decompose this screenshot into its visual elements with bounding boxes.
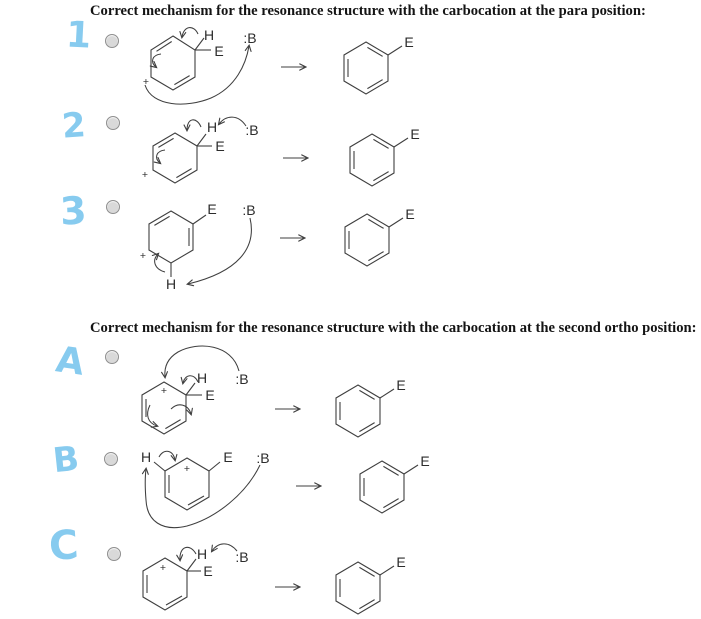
h-label: H bbox=[140, 449, 152, 465]
e-label: E bbox=[205, 387, 215, 403]
e-label: E bbox=[214, 43, 224, 59]
product-e-label: E bbox=[405, 206, 415, 222]
c-h-bond bbox=[187, 559, 196, 571]
curved-arrow-ring-icon bbox=[153, 54, 161, 67]
option-label-3: 3 bbox=[58, 188, 88, 234]
double-bond-inner bbox=[158, 138, 173, 147]
plus-charge: + bbox=[142, 76, 150, 88]
h-label: H bbox=[206, 119, 218, 135]
question-1-title: Correct mechanism for the resonance structure with the carbocation at the para position: bbox=[90, 3, 646, 19]
e-label: E bbox=[207, 201, 217, 217]
curved-arrow-base-to-h-icon bbox=[188, 218, 251, 284]
curved-arrow-ring-icon bbox=[157, 150, 165, 163]
plus-charge: + bbox=[139, 250, 147, 262]
c-h-bond bbox=[195, 38, 204, 50]
plus-charge: + bbox=[160, 385, 168, 397]
cyclohexadiene-ring bbox=[153, 133, 197, 183]
option-1-mechanism bbox=[143, 27, 414, 104]
c-h-bond bbox=[186, 383, 195, 395]
base-label: :B bbox=[235, 549, 249, 565]
c-h-bond bbox=[154, 462, 165, 471]
product-e-label: E bbox=[396, 554, 406, 570]
c-h-bond bbox=[197, 134, 206, 146]
curved-arrow-base-to-h-icon bbox=[212, 544, 237, 551]
h-label: H bbox=[203, 27, 215, 43]
option-label-A: A bbox=[53, 339, 87, 384]
plus-charge: + bbox=[159, 562, 167, 574]
option-C-mechanism bbox=[143, 544, 406, 614]
e-label: E bbox=[215, 138, 225, 154]
option-label-1: 1 bbox=[64, 14, 93, 57]
cyclohexadiene-ring bbox=[151, 36, 195, 90]
option-label-B: B bbox=[50, 438, 81, 482]
cyclohexadiene-ring bbox=[149, 211, 193, 263]
double-bond-inner bbox=[154, 216, 169, 225]
benzene-product-ring bbox=[345, 214, 403, 266]
double-bond-inner bbox=[157, 42, 172, 52]
double-bond-inner bbox=[174, 76, 189, 85]
double-bond-inner bbox=[188, 496, 204, 505]
question-2-title: Correct mechanism for the resonance structure with the carbocation at the second ortho position: bbox=[90, 320, 697, 336]
h-label: H bbox=[196, 370, 208, 386]
e-label: E bbox=[223, 449, 233, 465]
option-label-2: 2 bbox=[60, 105, 88, 147]
option-2-mechanism bbox=[142, 117, 420, 186]
base-label: :B bbox=[245, 122, 259, 138]
product-e-label: E bbox=[404, 34, 414, 50]
option-B-mechanism bbox=[141, 449, 430, 528]
product-e-label: E bbox=[420, 453, 430, 469]
double-bond-inner bbox=[176, 169, 191, 178]
benzene-product-ring bbox=[360, 461, 418, 513]
curved-arrow-ch-bond-icon bbox=[180, 547, 196, 560]
curved-arrow-ch-bond-icon bbox=[159, 451, 175, 460]
c-e-bond bbox=[209, 462, 220, 471]
option-3-mechanism bbox=[140, 201, 415, 292]
plus-charge: + bbox=[141, 169, 149, 181]
curved-arrow-ring-mid-icon bbox=[171, 405, 191, 414]
double-bond-inner bbox=[166, 596, 182, 605]
curved-arrow-base-to-h-icon bbox=[219, 117, 246, 126]
product-e-label: E bbox=[396, 377, 406, 393]
option-label-C: C bbox=[47, 522, 80, 570]
base-label: :B bbox=[242, 202, 256, 218]
plus-charge: + bbox=[183, 463, 191, 475]
h-label: H bbox=[165, 276, 177, 292]
curved-arrow-cation-to-base-icon bbox=[142, 46, 249, 104]
h-label: H bbox=[196, 546, 208, 562]
curved-arrow-ch-bond-icon bbox=[187, 120, 201, 130]
e-label: E bbox=[203, 563, 213, 579]
curved-arrow-ch-bond-icon bbox=[183, 376, 198, 383]
option-A-mechanism bbox=[142, 346, 406, 437]
benzene-product-ring bbox=[350, 134, 408, 186]
benzene-product-ring bbox=[336, 385, 394, 437]
curved-arrow-ring-left-icon bbox=[148, 405, 157, 426]
c-e-bond bbox=[193, 215, 206, 224]
double-bond-inner bbox=[165, 420, 180, 429]
base-label: :B bbox=[256, 450, 270, 466]
product-e-label: E bbox=[410, 126, 420, 142]
benzene-product-ring bbox=[344, 42, 402, 94]
benzene-product-ring bbox=[336, 562, 394, 614]
base-label: :B bbox=[235, 371, 249, 387]
curved-arrow-ch-bond-icon bbox=[182, 28, 198, 37]
base-label: :B bbox=[243, 30, 257, 46]
